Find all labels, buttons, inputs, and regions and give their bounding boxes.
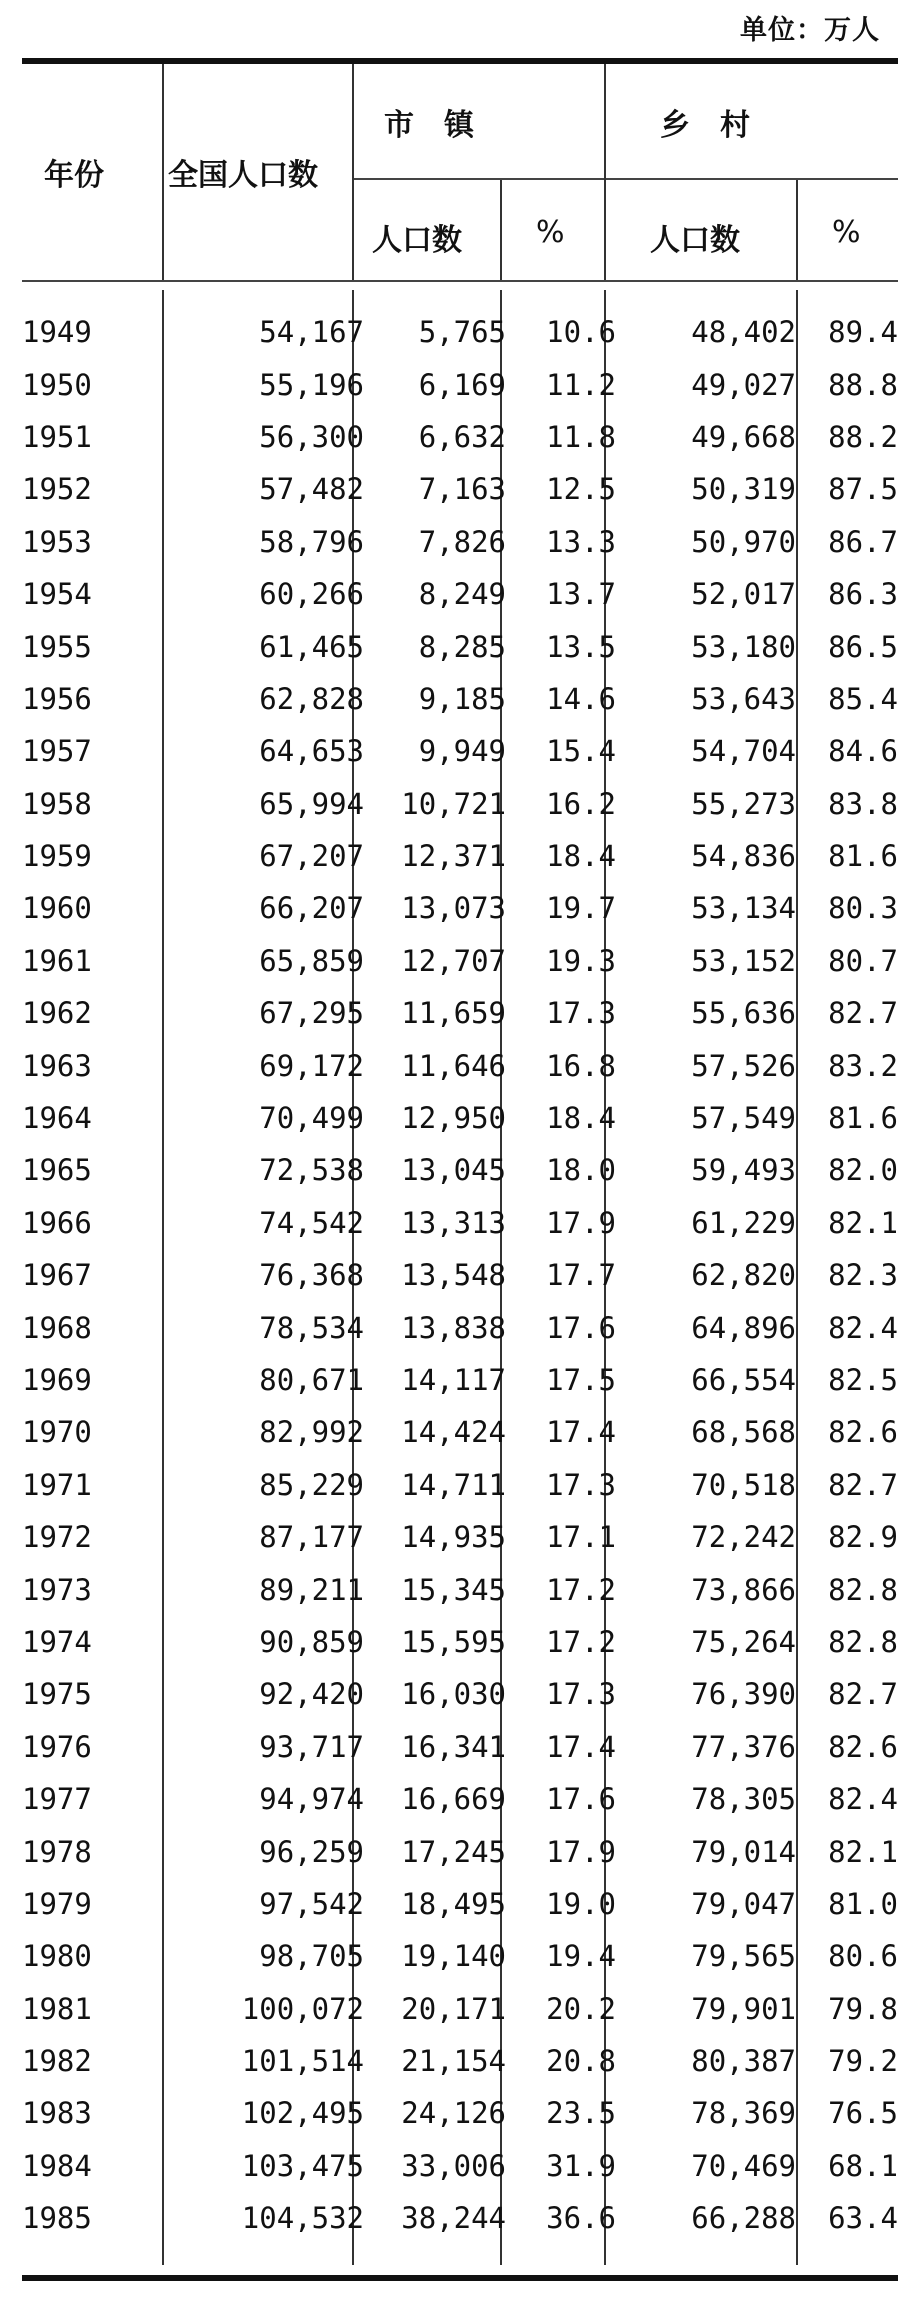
year-cell: 1965 bbox=[22, 1153, 92, 1188]
header-national-population: 全国人口数 bbox=[168, 158, 318, 193]
urban-percent-cell: 16.2 bbox=[546, 786, 616, 821]
rural-percent-cell: 80.7 bbox=[828, 943, 898, 978]
rural-percent-cell: 83.8 bbox=[828, 786, 898, 821]
urban-population-cell: 15,595 bbox=[401, 1624, 506, 1659]
urban-percent-cell: 17.9 bbox=[546, 1205, 616, 1240]
urban-percent-cell: 18.0 bbox=[546, 1153, 616, 1188]
rural-percent-cell: 82.0 bbox=[828, 1153, 898, 1188]
urban-population-cell: 11,646 bbox=[401, 1048, 506, 1083]
national-population-cell: 72,538 bbox=[259, 1153, 364, 1188]
table-row bbox=[22, 1825, 898, 1877]
rural-percent-cell: 86.3 bbox=[828, 577, 898, 612]
rural-percent-cell: 82.4 bbox=[828, 1782, 898, 1817]
rural-population-cell: 57,526 bbox=[691, 1048, 796, 1083]
rural-population-cell: 64,896 bbox=[691, 1310, 796, 1345]
table-row bbox=[22, 1563, 898, 1615]
year-cell: 1974 bbox=[22, 1624, 92, 1659]
urban-population-cell: 17,245 bbox=[401, 1834, 506, 1869]
national-population-cell: 57,482 bbox=[259, 472, 364, 507]
rural-population-cell: 53,643 bbox=[691, 681, 796, 716]
year-cell: 1958 bbox=[22, 786, 92, 821]
year-cell: 1977 bbox=[22, 1782, 92, 1817]
rural-population-cell: 55,636 bbox=[691, 996, 796, 1031]
rural-percent-cell: 82.4 bbox=[828, 1310, 898, 1345]
national-population-cell: 67,207 bbox=[259, 839, 364, 874]
urban-population-cell: 38,244 bbox=[401, 2201, 506, 2236]
rural-percent-cell: 85.4 bbox=[828, 681, 898, 716]
urban-population-cell: 13,073 bbox=[401, 891, 506, 926]
header-divider bbox=[604, 64, 606, 280]
urban-percent-cell: 17.1 bbox=[546, 1520, 616, 1555]
rural-percent-cell: 88.8 bbox=[828, 367, 898, 402]
rural-percent-cell: 82.6 bbox=[828, 1415, 898, 1450]
rural-percent-cell: 84.6 bbox=[828, 734, 898, 769]
table-row bbox=[22, 1616, 898, 1668]
rural-population-cell: 61,229 bbox=[691, 1205, 796, 1240]
urban-population-cell: 33,006 bbox=[401, 2148, 506, 2183]
urban-population-cell: 15,345 bbox=[401, 1572, 506, 1607]
year-cell: 1984 bbox=[22, 2148, 92, 2183]
year-cell: 1959 bbox=[22, 839, 92, 874]
rural-population-cell: 79,565 bbox=[691, 1939, 796, 1974]
national-population-cell: 66,207 bbox=[259, 891, 364, 926]
urban-population-cell: 9,185 bbox=[418, 681, 506, 716]
year-cell: 1978 bbox=[22, 1834, 92, 1869]
national-population-cell: 58,796 bbox=[259, 524, 364, 559]
table-row bbox=[22, 463, 898, 515]
urban-percent-cell: 19.4 bbox=[546, 1939, 616, 1974]
urban-percent-cell: 15.4 bbox=[546, 734, 616, 769]
rural-percent-cell: 82.7 bbox=[828, 1677, 898, 1712]
national-population-cell: 78,534 bbox=[259, 1310, 364, 1345]
rural-population-cell: 53,134 bbox=[691, 891, 796, 926]
rural-percent-cell: 79.8 bbox=[828, 1991, 898, 2026]
urban-population-cell: 21,154 bbox=[401, 2044, 506, 2079]
urban-percent-cell: 11.2 bbox=[546, 367, 616, 402]
unit-label: 单位：万人 bbox=[740, 15, 880, 46]
urban-percent-cell: 17.2 bbox=[546, 1624, 616, 1659]
table-row bbox=[22, 987, 898, 1039]
table-row bbox=[22, 830, 898, 882]
national-population-cell: 61,465 bbox=[259, 629, 364, 664]
table-row bbox=[22, 2140, 898, 2192]
year-cell: 1957 bbox=[22, 734, 92, 769]
header-divider bbox=[500, 180, 502, 280]
header-rural-percent: % bbox=[832, 215, 861, 250]
header-urban: 市 镇 bbox=[384, 108, 474, 143]
year-cell: 1963 bbox=[22, 1048, 92, 1083]
rural-percent-cell: 82.8 bbox=[828, 1572, 898, 1607]
year-cell: 1961 bbox=[22, 943, 92, 978]
table-row bbox=[22, 2192, 898, 2244]
table-row bbox=[22, 1668, 898, 1720]
national-population-cell: 100,072 bbox=[241, 1991, 364, 2026]
urban-population-cell: 14,117 bbox=[401, 1363, 506, 1397]
year-cell: 1970 bbox=[22, 1415, 92, 1450]
national-population-cell: 96,259 bbox=[259, 1834, 364, 1869]
table-row bbox=[22, 1511, 898, 1563]
rural-population-cell: 62,820 bbox=[691, 1258, 796, 1293]
rural-population-cell: 78,369 bbox=[691, 2096, 796, 2131]
urban-percent-cell: 17.5 bbox=[546, 1363, 616, 1397]
national-population-cell: 103,475 bbox=[241, 2148, 364, 2183]
rural-percent-cell: 82.7 bbox=[828, 1467, 898, 1502]
urban-percent-cell: 11.8 bbox=[546, 419, 616, 454]
rural-population-cell: 75,264 bbox=[691, 1624, 796, 1659]
urban-population-cell: 12,371 bbox=[401, 839, 506, 874]
rural-population-cell: 70,518 bbox=[691, 1467, 796, 1502]
urban-population-cell: 8,249 bbox=[418, 577, 506, 612]
national-population-cell: 64,653 bbox=[259, 734, 364, 769]
urban-population-cell: 14,935 bbox=[401, 1520, 506, 1555]
table-row bbox=[22, 306, 898, 358]
rural-percent-cell: 79.2 bbox=[828, 2044, 898, 2079]
urban-population-cell: 16,341 bbox=[401, 1729, 506, 1764]
rural-percent-cell: 82.8 bbox=[828, 1624, 898, 1659]
rural-percent-cell: 89.4 bbox=[828, 315, 898, 350]
table-row bbox=[22, 358, 898, 410]
urban-population-cell: 13,313 bbox=[401, 1205, 506, 1240]
rural-percent-cell: 82.6 bbox=[828, 1729, 898, 1764]
header-divider bbox=[162, 64, 164, 280]
table-row bbox=[22, 411, 898, 463]
rural-population-cell: 76,390 bbox=[691, 1677, 796, 1712]
urban-percent-cell: 17.4 bbox=[546, 1415, 616, 1450]
rural-percent-cell: 80.6 bbox=[828, 1939, 898, 1974]
urban-percent-cell: 18.4 bbox=[546, 1101, 616, 1136]
year-cell: 1971 bbox=[22, 1467, 92, 1502]
bottom-rule bbox=[22, 2275, 898, 2281]
urban-percent-cell: 20.2 bbox=[546, 1991, 616, 2026]
year-cell: 1967 bbox=[22, 1258, 92, 1293]
year-cell: 1953 bbox=[22, 524, 92, 559]
rural-percent-cell: 81.0 bbox=[828, 1886, 898, 1921]
urban-population-cell: 13,838 bbox=[401, 1310, 506, 1345]
national-population-cell: 93,717 bbox=[259, 1729, 364, 1764]
urban-percent-cell: 17.6 bbox=[546, 1310, 616, 1345]
urban-population-cell: 24,126 bbox=[401, 2096, 506, 2131]
rural-percent-cell: 82.5 bbox=[828, 1363, 898, 1397]
urban-population-cell: 5,765 bbox=[418, 315, 506, 350]
table-row bbox=[22, 1039, 898, 1091]
rural-population-cell: 53,180 bbox=[691, 629, 796, 664]
year-cell: 1954 bbox=[22, 577, 92, 612]
year-cell: 1969 bbox=[22, 1363, 92, 1397]
table-row bbox=[22, 1459, 898, 1511]
subheader-rule bbox=[352, 178, 898, 180]
table-row bbox=[22, 2035, 898, 2087]
urban-percent-cell: 19.3 bbox=[546, 943, 616, 978]
table-row bbox=[22, 620, 898, 672]
national-population-cell: 90,859 bbox=[259, 1624, 364, 1659]
national-population-cell: 92,420 bbox=[259, 1677, 364, 1712]
national-population-cell: 69,172 bbox=[259, 1048, 364, 1083]
rural-population-cell: 72,242 bbox=[691, 1520, 796, 1555]
national-population-cell: 54,167 bbox=[259, 315, 364, 350]
national-population-cell: 80,671 bbox=[259, 1363, 364, 1397]
rural-population-cell: 79,047 bbox=[691, 1886, 796, 1921]
year-cell: 1976 bbox=[22, 1729, 92, 1764]
urban-population-cell: 14,424 bbox=[401, 1415, 506, 1450]
rural-population-cell: 79,014 bbox=[691, 1834, 796, 1869]
table-row bbox=[22, 1878, 898, 1930]
year-cell: 1985 bbox=[22, 2201, 92, 2236]
national-population-cell: 104,532 bbox=[241, 2201, 364, 2236]
national-population-cell: 98,705 bbox=[259, 1939, 364, 1974]
table-row bbox=[22, 935, 898, 987]
urban-percent-cell: 20.8 bbox=[546, 2044, 616, 2079]
urban-percent-cell: 14.6 bbox=[546, 681, 616, 716]
urban-percent-cell: 17.7 bbox=[546, 1258, 616, 1293]
urban-percent-cell: 17.2 bbox=[546, 1572, 616, 1607]
rural-percent-cell: 81.6 bbox=[828, 1101, 898, 1136]
rural-population-cell: 50,319 bbox=[691, 472, 796, 507]
national-population-cell: 62,828 bbox=[259, 681, 364, 716]
year-cell: 1955 bbox=[22, 629, 92, 664]
year-cell: 1962 bbox=[22, 996, 92, 1031]
urban-percent-cell: 17.4 bbox=[546, 1729, 616, 1764]
year-cell: 1973 bbox=[22, 1572, 92, 1607]
year-cell: 1964 bbox=[22, 1101, 92, 1136]
top-rule bbox=[22, 58, 898, 64]
national-population-cell: 74,542 bbox=[259, 1205, 364, 1240]
table-row bbox=[22, 2087, 898, 2139]
rural-population-cell: 49,027 bbox=[691, 367, 796, 402]
rural-percent-cell: 86.5 bbox=[828, 629, 898, 664]
rural-population-cell: 49,668 bbox=[691, 419, 796, 454]
national-population-cell: 87,177 bbox=[259, 1520, 364, 1555]
header-rule bbox=[22, 280, 898, 282]
table-row bbox=[22, 882, 898, 934]
national-population-cell: 85,229 bbox=[259, 1467, 364, 1502]
urban-population-cell: 20,171 bbox=[401, 1991, 506, 2026]
national-population-cell: 76,368 bbox=[259, 1258, 364, 1293]
urban-percent-cell: 17.3 bbox=[546, 996, 616, 1031]
rural-percent-cell: 86.7 bbox=[828, 524, 898, 559]
rural-population-cell: 79,901 bbox=[691, 1991, 796, 2026]
year-cell: 1952 bbox=[22, 472, 92, 507]
rural-population-cell: 52,017 bbox=[691, 577, 796, 612]
year-cell: 1975 bbox=[22, 1677, 92, 1712]
year-cell: 1983 bbox=[22, 2096, 92, 2131]
rural-population-cell: 54,836 bbox=[691, 839, 796, 874]
national-population-cell: 97,542 bbox=[259, 1886, 364, 1921]
national-population-cell: 56,300 bbox=[259, 419, 364, 454]
urban-percent-cell: 19.7 bbox=[546, 891, 616, 926]
urban-percent-cell: 17.9 bbox=[546, 1834, 616, 1869]
national-population-cell: 102,495 bbox=[241, 2096, 364, 2131]
urban-percent-cell: 12.5 bbox=[546, 472, 616, 507]
table-row bbox=[22, 1930, 898, 1982]
year-cell: 1956 bbox=[22, 681, 92, 716]
rural-population-cell: 68,568 bbox=[691, 1415, 796, 1450]
header-urban-population: 人口数 bbox=[372, 223, 462, 258]
urban-population-cell: 11,659 bbox=[401, 996, 506, 1031]
table-row bbox=[22, 673, 898, 725]
national-population-cell: 70,499 bbox=[259, 1101, 364, 1136]
urban-population-cell: 7,826 bbox=[418, 524, 506, 559]
table-row bbox=[22, 1773, 898, 1825]
urban-population-cell: 13,045 bbox=[401, 1153, 506, 1188]
table-body bbox=[22, 306, 898, 2244]
urban-percent-cell: 13.5 bbox=[546, 629, 616, 664]
year-cell: 1980 bbox=[22, 1939, 92, 1974]
national-population-cell: 89,211 bbox=[259, 1572, 364, 1607]
year-cell: 1972 bbox=[22, 1520, 92, 1555]
rural-population-cell: 80,387 bbox=[691, 2044, 796, 2079]
rural-percent-cell: 82.7 bbox=[828, 996, 898, 1031]
urban-percent-cell: 17.3 bbox=[546, 1677, 616, 1712]
rural-population-cell: 78,305 bbox=[691, 1782, 796, 1817]
rural-percent-cell: 63.4 bbox=[828, 2201, 898, 2236]
national-population-cell: 101,514 bbox=[241, 2044, 364, 2079]
urban-percent-cell: 16.8 bbox=[546, 1048, 616, 1083]
rural-population-cell: 70,469 bbox=[691, 2148, 796, 2183]
rural-percent-cell: 80.3 bbox=[828, 891, 898, 926]
rural-percent-cell: 68.1 bbox=[828, 2148, 898, 2183]
national-population-cell: 65,994 bbox=[259, 786, 364, 821]
table-row bbox=[22, 1354, 898, 1406]
rural-population-cell: 48,402 bbox=[691, 315, 796, 350]
urban-percent-cell: 31.9 bbox=[546, 2148, 616, 2183]
table-row bbox=[22, 568, 898, 620]
rural-percent-cell: 87.5 bbox=[828, 472, 898, 507]
rural-population-cell: 57,549 bbox=[691, 1101, 796, 1136]
urban-percent-cell: 18.4 bbox=[546, 839, 616, 874]
urban-population-cell: 14,711 bbox=[401, 1467, 506, 1502]
urban-percent-cell: 10.6 bbox=[546, 315, 616, 350]
urban-percent-cell: 17.3 bbox=[546, 1467, 616, 1502]
urban-percent-cell: 23.5 bbox=[546, 2096, 616, 2131]
rural-percent-cell: 82.1 bbox=[828, 1834, 898, 1869]
rural-population-cell: 66,554 bbox=[691, 1363, 796, 1397]
rural-percent-cell: 82.1 bbox=[828, 1205, 898, 1240]
urban-percent-cell: 36.6 bbox=[546, 2201, 616, 2236]
rural-population-cell: 53,152 bbox=[691, 943, 796, 978]
rural-percent-cell: 81.6 bbox=[828, 839, 898, 874]
urban-population-cell: 12,950 bbox=[401, 1101, 506, 1136]
year-cell: 1960 bbox=[22, 891, 92, 926]
rural-population-cell: 59,493 bbox=[691, 1153, 796, 1188]
national-population-cell: 60,266 bbox=[259, 577, 364, 612]
table-row bbox=[22, 1983, 898, 2035]
table-row bbox=[22, 1721, 898, 1773]
urban-percent-cell: 19.0 bbox=[546, 1886, 616, 1921]
header-urban-percent: % bbox=[536, 215, 565, 250]
year-cell: 1982 bbox=[22, 2044, 92, 2079]
header-rural: 乡 村 bbox=[660, 108, 750, 143]
table-row bbox=[22, 1249, 898, 1301]
urban-population-cell: 12,707 bbox=[401, 943, 506, 978]
urban-population-cell: 8,285 bbox=[418, 629, 506, 664]
year-cell: 1951 bbox=[22, 419, 92, 454]
header-year: 年份 bbox=[44, 158, 104, 193]
rural-population-cell: 73,866 bbox=[691, 1572, 796, 1607]
urban-population-cell: 13,548 bbox=[401, 1258, 506, 1293]
urban-population-cell: 16,030 bbox=[401, 1677, 506, 1712]
rural-population-cell: 54,704 bbox=[691, 734, 796, 769]
rural-population-cell: 77,376 bbox=[691, 1729, 796, 1764]
table-row bbox=[22, 1406, 898, 1458]
year-cell: 1981 bbox=[22, 1991, 92, 2026]
rural-percent-cell: 82.9 bbox=[828, 1520, 898, 1555]
table-row bbox=[22, 516, 898, 568]
header-rural-population: 人口数 bbox=[650, 223, 740, 258]
year-cell: 1950 bbox=[22, 367, 92, 402]
urban-percent-cell: 17.6 bbox=[546, 1782, 616, 1817]
rural-percent-cell: 88.2 bbox=[828, 419, 898, 454]
national-population-cell: 82,992 bbox=[259, 1415, 364, 1450]
table-row bbox=[22, 725, 898, 777]
table-row bbox=[22, 1301, 898, 1353]
urban-population-cell: 9,949 bbox=[418, 734, 506, 769]
year-cell: 1966 bbox=[22, 1205, 92, 1240]
rural-percent-cell: 82.3 bbox=[828, 1258, 898, 1293]
rural-percent-cell: 76.5 bbox=[828, 2096, 898, 2131]
urban-population-cell: 18,495 bbox=[401, 1886, 506, 1921]
rural-population-cell: 50,970 bbox=[691, 524, 796, 559]
year-cell: 1949 bbox=[22, 315, 92, 350]
urban-population-cell: 10,721 bbox=[401, 786, 506, 821]
urban-population-cell: 16,669 bbox=[401, 1782, 506, 1817]
national-population-cell: 67,295 bbox=[259, 996, 364, 1031]
national-population-cell: 65,859 bbox=[259, 943, 364, 978]
year-cell: 1968 bbox=[22, 1310, 92, 1345]
table-row bbox=[22, 1092, 898, 1144]
header-divider bbox=[352, 64, 354, 280]
header-divider bbox=[796, 180, 798, 280]
population-table bbox=[22, 306, 898, 2244]
year-cell: 1979 bbox=[22, 1886, 92, 1921]
urban-population-cell: 7,163 bbox=[418, 472, 506, 507]
national-population-cell: 94,974 bbox=[259, 1782, 364, 1817]
urban-population-cell: 6,169 bbox=[418, 367, 506, 402]
rural-population-cell: 55,273 bbox=[691, 786, 796, 821]
rural-population-cell: 66,288 bbox=[691, 2201, 796, 2236]
urban-percent-cell: 13.3 bbox=[546, 524, 616, 559]
urban-population-cell: 19,140 bbox=[401, 1939, 506, 1974]
rural-percent-cell: 83.2 bbox=[828, 1048, 898, 1083]
table-row bbox=[22, 1144, 898, 1196]
urban-population-cell: 6,632 bbox=[418, 419, 506, 454]
urban-percent-cell: 13.7 bbox=[546, 577, 616, 612]
table-row bbox=[22, 1197, 898, 1249]
national-population-cell: 55,196 bbox=[259, 367, 364, 402]
table-row bbox=[22, 778, 898, 830]
